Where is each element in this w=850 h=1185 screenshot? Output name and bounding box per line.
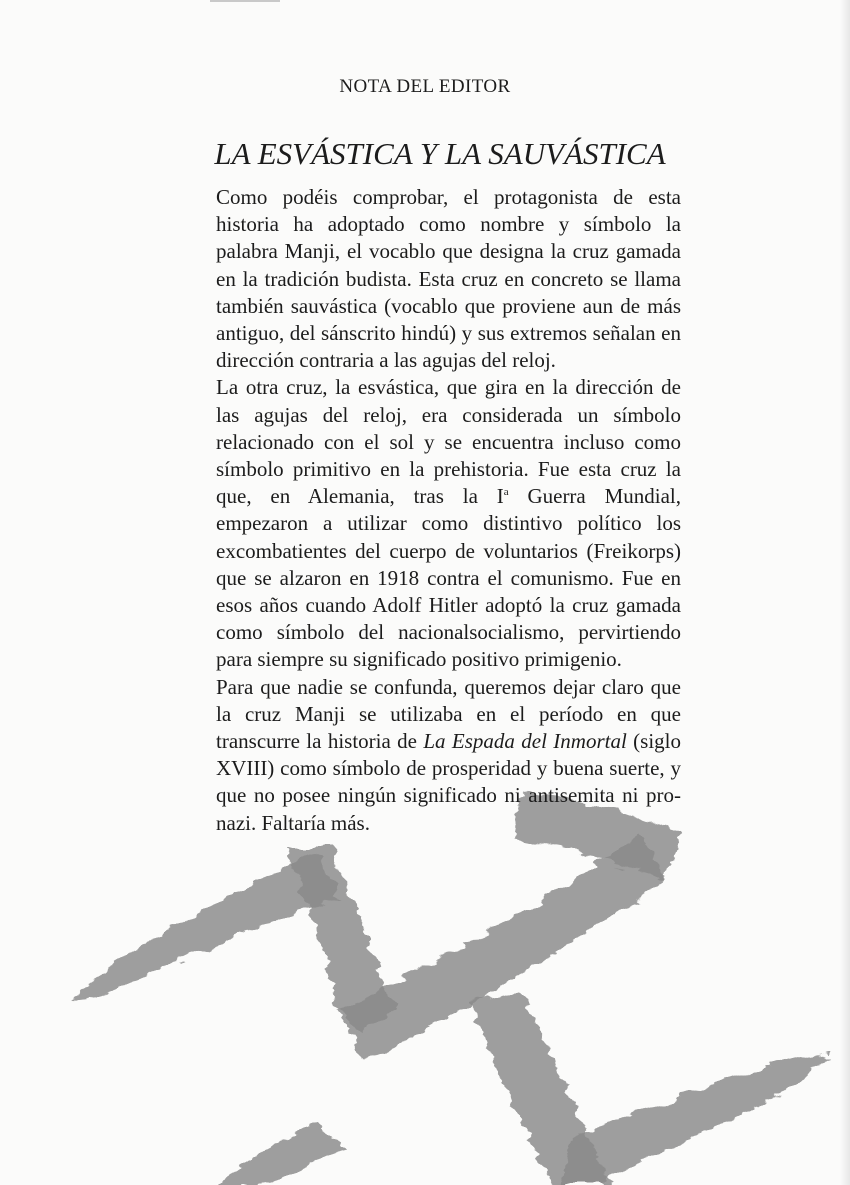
scan-edge-mark bbox=[210, 0, 280, 2]
chapter-title: LA ESVÁSTICA Y LA SAUVÁSTICA bbox=[214, 136, 666, 171]
brush-stroke-lower-arm bbox=[560, 1055, 830, 1185]
paragraph-3-part-1: Para que nadie se confunda, queremos dejar claro que la cruz Manji se utilizaba en el período en que transcurre la historia de bbox=[216, 674, 681, 754]
paragraph-2 bbox=[216, 374, 681, 673]
paragraph-1: Como podéis comprobar, el protagonista de esta historia ha adoptado como nombre y símbolo la palabra Manji, el vocablo que designa la cruz gamada en la tradición budista. Esta cruz en concreto se llama también sauvástica (vocablo que proviene aun de más antiguo, del sánscrito hindú) y sus extremos señalan en dirección contraria a las agujas del reloj. bbox=[216, 185, 681, 373]
paragraph-3 bbox=[216, 674, 681, 837]
paragraph-2-part-1: La otra cruz, la esvástica, que gira en la dirección de las agujas del reloj, era considerada un símbolo relacionado con el sol y se encuentra incluso como símbolo primitivo en la prehistoria. Fue esta cruz la que, en Alemania, tras la I bbox=[216, 375, 681, 509]
book-title: La Espada del Inmortal bbox=[423, 729, 627, 754]
paragraph-2-part-2: Guerra Mundial, empezaron a utilizar como distintivo político los excombatientes del cuerpo de voluntarios (Freikorps) que se alzaron en 1918 contra el comunismo. Fue en esos años cuando Adolf Hitler adoptó la cruz gamada como símbolo del nacionalsocialismo, pervirtiendo para siempre su significado positivo primigenio. bbox=[216, 484, 681, 672]
page-gutter-shadow bbox=[840, 0, 850, 1185]
section-header: NOTA DEL EDITOR bbox=[339, 76, 511, 97]
ordinal-superscript: a bbox=[503, 486, 509, 499]
paragraph-3-part-2: (siglo XVIII) como símbolo de prosperidad y buena suerte, y que no posee ningún significado ni antisemita ni pro-nazi. Faltaría más. bbox=[216, 729, 681, 835]
body-text bbox=[216, 184, 681, 837]
brush-stroke-lower-left bbox=[215, 1120, 345, 1185]
